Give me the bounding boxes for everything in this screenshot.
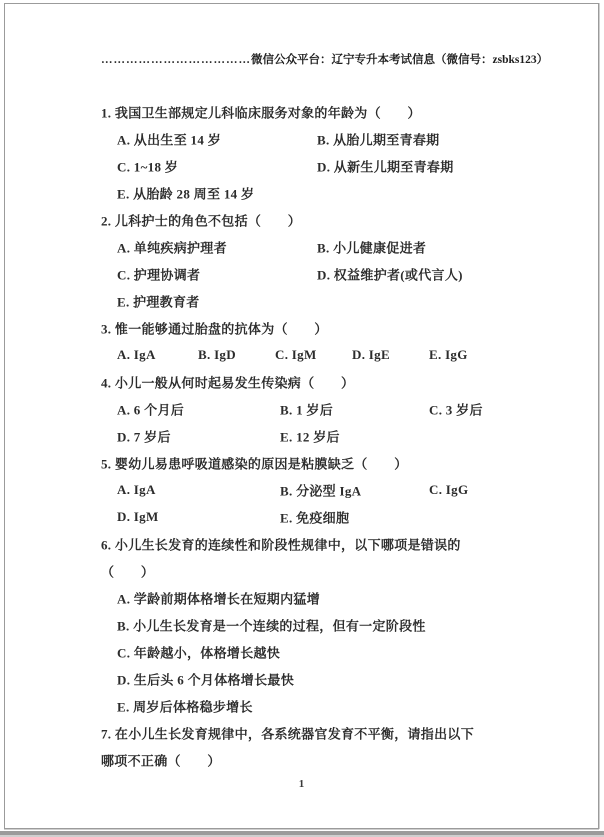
option: D. 7 岁后 [117, 429, 171, 444]
option: C. 护理协调者 [117, 267, 201, 282]
question-1-options-row [5, 179, 598, 206]
question-5-stem-line [5, 449, 598, 476]
question-stem: 2. 儿科护士的角色不包括（ ） [101, 213, 302, 228]
option: C. 年龄越小，体格增长越快 [117, 645, 281, 660]
option: E. IgG [429, 346, 468, 362]
option: E. 12 岁后 [280, 429, 340, 444]
option: A. 学龄前期体格增长在短期内猛增 [117, 591, 320, 606]
header-text: 微信公众平台：辽宁专升本考试信息（微信号：zsbks123） [251, 54, 549, 66]
question-2-options-row [5, 287, 598, 314]
header-dotted-line: ……………………………… [101, 54, 251, 66]
option: B. 分泌型 IgA [280, 483, 362, 498]
page-number: 1 [298, 778, 305, 790]
option: B. IgD [198, 346, 236, 362]
option: A. IgA [117, 346, 156, 362]
question-5-options-row [5, 503, 598, 530]
question-7-stem-line [5, 719, 598, 746]
question-stem: 4. 小儿一般从何时起易发生传染病（ ） [101, 375, 355, 390]
question-7-stem-line [5, 746, 598, 773]
question-1-stem-line [5, 98, 598, 125]
question-5-options-row [5, 476, 598, 503]
question-1-options-row [5, 125, 598, 152]
question-stem: 1. 我国卫生部规定儿科临床服务对象的年龄为（ ） [101, 105, 421, 120]
option: A. 6 个月后 [117, 402, 185, 417]
option: C. 3 岁后 [429, 402, 483, 417]
option: C. IgM [275, 346, 317, 362]
question-6-stem-line [5, 530, 598, 557]
option: B. 小儿生长发育是一个连续的过程，但有一定阶段性 [117, 618, 426, 633]
question-stem: 3. 惟一能够通过胎盘的抗体为（ ） [101, 321, 328, 336]
option: B. 1 岁后 [280, 402, 334, 417]
question-2-options-row [5, 233, 598, 260]
page-header [101, 51, 578, 67]
question-2-stem-line [5, 206, 598, 233]
question-6-options-row [5, 638, 598, 665]
question-stem: 哪项不正确（ ） [101, 753, 221, 768]
option: B. 小儿健康促进者 [317, 240, 427, 255]
question-4-options-row [5, 395, 598, 422]
option: B. 从胎儿期至青春期 [317, 132, 440, 147]
question-4-options-row [5, 422, 598, 449]
option: D. 权益维护者(或代言人) [317, 267, 463, 282]
option: A. 从出生至 14 岁 [117, 132, 221, 147]
question-3-stem-line [5, 314, 598, 341]
option: A. 单纯疾病护理者 [117, 240, 227, 255]
question-stem: 6. 小儿生长发育的连续性和阶段性规律中，以下哪项是错误的 [101, 537, 461, 552]
question-1-options-row [5, 152, 598, 179]
option: A. IgA [117, 481, 156, 497]
option: D. 从新生儿期至青春期 [317, 159, 454, 174]
question-6-options-row [5, 692, 598, 719]
option: E. 护理教育者 [117, 294, 200, 309]
option: D. 生后头 6 个月体格增长最快 [117, 672, 294, 687]
option: C. 1~18 岁 [117, 159, 179, 174]
question-6-options-row [5, 584, 598, 611]
question-stem: 5. 婴幼儿易患呼吸道感染的原因是粘膜缺乏（ ） [101, 456, 408, 471]
option: E. 周岁后体格稳步增长 [117, 699, 253, 714]
option: E. 从胎龄 28 周至 14 岁 [117, 186, 255, 201]
question-2-options-row [5, 260, 598, 287]
exam-body [5, 98, 598, 773]
option: E. 免疫细胞 [280, 510, 350, 525]
option: D. IgE [352, 346, 390, 362]
question-3-options-row [5, 341, 598, 368]
question-6-options-row [5, 611, 598, 638]
option: D. IgM [117, 508, 159, 524]
question-stem: 7. 在小儿生长发育规律中，各系统器官发育不平衡，请指出以下 [101, 726, 475, 741]
question-6-options-row [5, 665, 598, 692]
document-page [4, 3, 599, 829]
question-stem: （ ） [101, 564, 155, 579]
question-6-stem-line [5, 557, 598, 584]
question-4-stem-line [5, 368, 598, 395]
option: C. IgG [429, 481, 469, 497]
